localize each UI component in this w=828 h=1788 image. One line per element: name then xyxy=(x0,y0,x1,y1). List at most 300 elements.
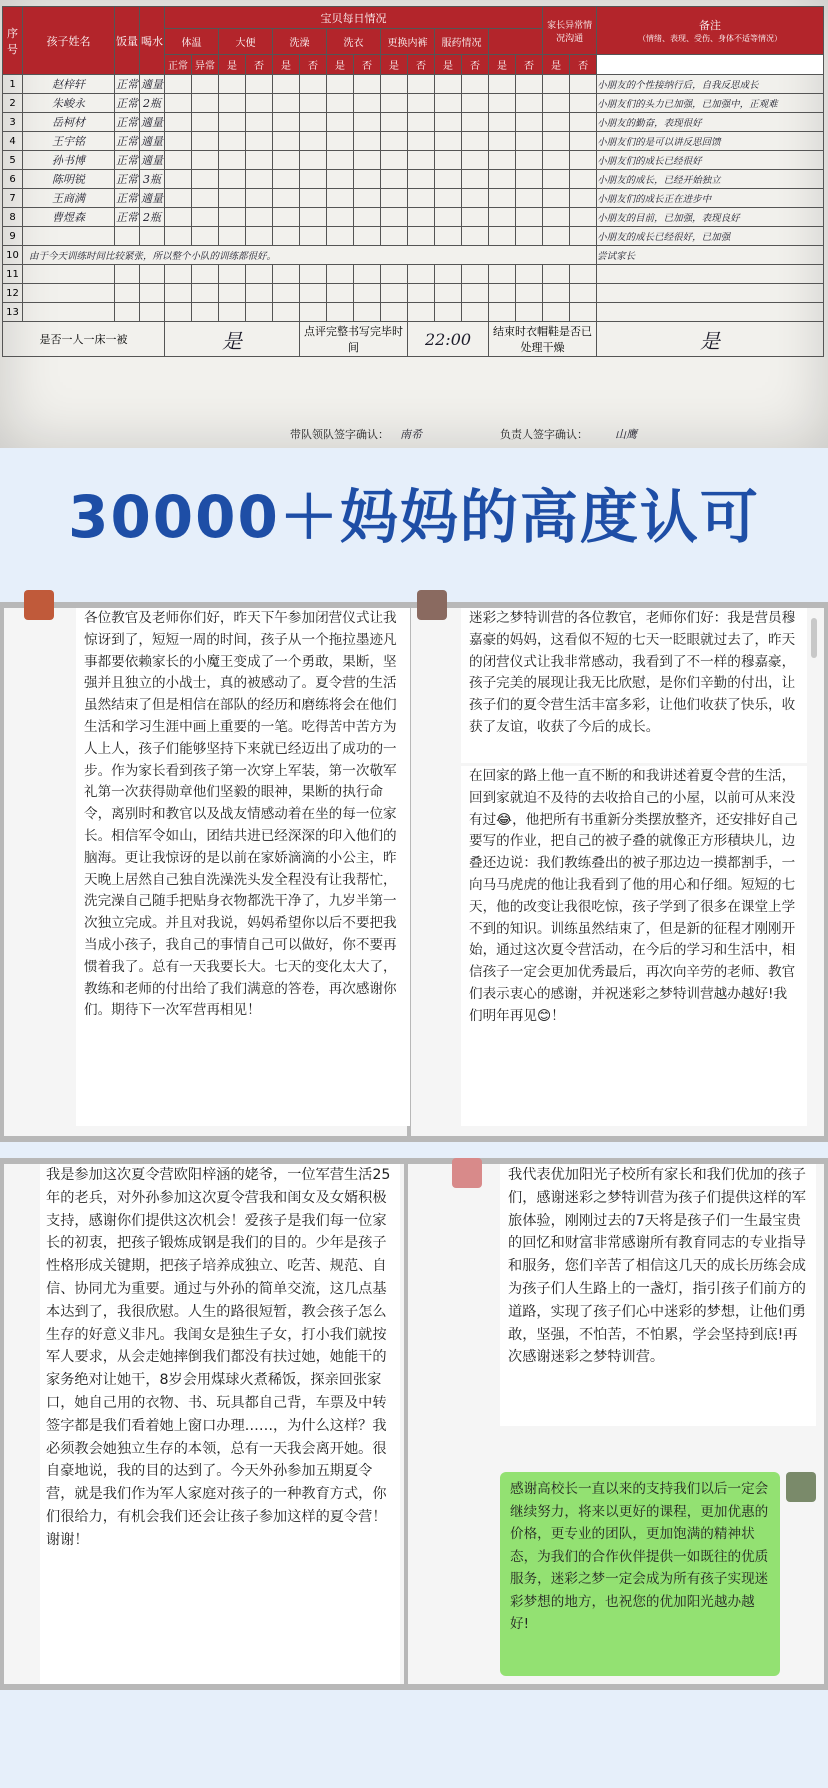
check-cell xyxy=(273,303,300,322)
check-cell xyxy=(408,284,435,303)
check-cell xyxy=(408,227,435,246)
row-remark xyxy=(597,303,824,322)
check-cell xyxy=(165,303,192,322)
check-cell xyxy=(354,151,381,170)
leader-sign-label: 带队领队签字确认： xyxy=(290,428,389,441)
col-parent: 家长异常情况沟通 xyxy=(543,7,597,55)
col-daily: 宝贝每日情况 xyxy=(165,7,543,29)
form-row xyxy=(3,303,824,322)
row-remark xyxy=(597,265,824,284)
check-cell xyxy=(300,265,327,284)
check-cell xyxy=(165,75,192,94)
child-name: 曹煜森 xyxy=(23,208,115,227)
daily-form-table xyxy=(2,6,824,357)
check-cell xyxy=(570,303,597,322)
sub-abnormal: 异常 xyxy=(192,55,219,75)
check-cell xyxy=(192,132,219,151)
form-row xyxy=(3,265,824,284)
check-cell xyxy=(219,113,246,132)
message-text: 在回家的路上他一直不断的和我讲述着夏令营的生活，回到家就迫不及待的去收拾自己的小屋，以前可从来没有过😂，他把所有书重新分类摆放整齐，还安排好自己要写的作业，把自己的被子叠的就像正方形積块儿，边叠还边说：我们教练叠出的被子那边边一摸都割手，一向马马虎虎的他让我看到了他的用心和仔细。短短的七天，他的改变让我很吃惊，孩子学到了很多在课堂上学不到的知识。训练虽然结束了，但是新的征程才刚刚开始，通过这次夏令营活动，在今后的学习和生活中，相信孩子一定会更加优秀最后，再次向辛劳的老师、教官们表示衷心的感谢，并祝迷彩之梦特训营越办越好!我们明年再见😊！ xyxy=(461,766,807,1126)
check-cell xyxy=(408,113,435,132)
check-cell xyxy=(516,303,543,322)
check-cell xyxy=(300,113,327,132)
check-cell xyxy=(273,75,300,94)
reply-bubble xyxy=(500,1472,780,1676)
check-cell xyxy=(327,284,354,303)
check-cell xyxy=(381,265,408,284)
check-cell xyxy=(381,151,408,170)
row-remark: 小朋友们的成长正在进步中 xyxy=(597,189,824,208)
meal-value: 正常 xyxy=(115,113,140,132)
check-cell xyxy=(192,170,219,189)
form-row xyxy=(3,170,824,189)
check-cell xyxy=(516,227,543,246)
check-cell xyxy=(489,170,516,189)
check-cell xyxy=(516,170,543,189)
check-cell xyxy=(543,303,570,322)
check-cell xyxy=(516,189,543,208)
remark-title: 备注 xyxy=(699,19,722,32)
message-text: 迷彩之梦特训营的各位教官，老师你们好：我是营员穆嘉豪的妈妈，这看似不短的七天一眨眼就过去了，昨天的闭营仪式让我非常感动，我看到了不一样的穆嘉豪，孩子完美的展现让我无比欣慰，是你们辛勤的付出，让孩子们的夏令营生活丰富多彩，让他们收获了快乐，收获了友谊，收获了今后的成长。 xyxy=(461,608,807,763)
check-cell xyxy=(516,265,543,284)
row-remark: 小朋友的成长，已经开始独立 xyxy=(597,170,824,189)
child-name: 孙书博 xyxy=(23,151,115,170)
chat-left-1 xyxy=(4,608,407,1136)
col-laundry: 洗衣 xyxy=(327,29,381,55)
owner-sign-label: 负责人签字确认： xyxy=(500,428,588,441)
check-cell xyxy=(192,189,219,208)
row-number: 5 xyxy=(3,151,23,170)
check-cell xyxy=(327,170,354,189)
check-cell xyxy=(192,208,219,227)
water-value xyxy=(140,284,165,303)
sub-yes: 是 xyxy=(435,55,462,75)
check-cell xyxy=(435,227,462,246)
child-name xyxy=(23,303,115,322)
check-cell xyxy=(300,284,327,303)
check-cell xyxy=(543,284,570,303)
check-cell xyxy=(462,170,489,189)
check-cell xyxy=(462,284,489,303)
check-cell xyxy=(192,151,219,170)
meal-value: 正常 xyxy=(115,75,140,94)
row-remark xyxy=(597,284,824,303)
check-cell xyxy=(273,265,300,284)
check-cell xyxy=(543,189,570,208)
check-cell xyxy=(381,75,408,94)
check-cell xyxy=(165,94,192,113)
check-cell xyxy=(354,113,381,132)
check-cell xyxy=(354,303,381,322)
sub-no: 否 xyxy=(354,55,381,75)
check-cell xyxy=(543,75,570,94)
check-cell xyxy=(354,227,381,246)
row-remark: 小朋友们的成长已经很好 xyxy=(597,151,824,170)
rollcall-question: 点评完整书写完毕时间 xyxy=(300,322,408,357)
row-number: 2 xyxy=(3,94,23,113)
form-row xyxy=(3,132,824,151)
check-cell xyxy=(462,265,489,284)
check-cell xyxy=(543,151,570,170)
check-cell xyxy=(327,265,354,284)
reply-text: 感谢高校长一直以来的支持我们以后一定会继续努力，将来以更好的课程，更加优惠的价格，更专业的团队，更加饱满的精神状态，为我们的合作伙伴提供一如既往的优质服务，迷彩之梦一定会成为所有孩子实现迷彩梦想的地方，也祝您的优加阳光越办越好! xyxy=(510,1481,769,1632)
sub-no: 否 xyxy=(462,55,489,75)
water-value xyxy=(140,265,165,284)
meal-value xyxy=(115,303,140,322)
check-cell xyxy=(435,94,462,113)
water-value: 2瓶 xyxy=(140,208,165,227)
row-number: 6 xyxy=(3,170,23,189)
col-underwear: 更换内裤 xyxy=(381,29,435,55)
check-cell xyxy=(489,132,516,151)
col-remark xyxy=(597,7,824,55)
check-cell xyxy=(327,94,354,113)
avatar xyxy=(452,1158,482,1188)
check-cell xyxy=(489,284,516,303)
form-photo xyxy=(0,0,828,448)
check-cell xyxy=(381,113,408,132)
check-cell xyxy=(489,189,516,208)
check-cell xyxy=(165,284,192,303)
check-cell xyxy=(192,227,219,246)
water-value: 適量 xyxy=(140,189,165,208)
check-cell xyxy=(219,189,246,208)
check-cell xyxy=(246,132,273,151)
child-name: 陈明锐 xyxy=(23,170,115,189)
check-cell xyxy=(273,113,300,132)
check-cell xyxy=(300,303,327,322)
check-cell xyxy=(408,189,435,208)
row-number: 13 xyxy=(3,303,23,322)
check-cell xyxy=(408,170,435,189)
message-text: 我是参加这次夏令营欧阳梓涵的姥爷，一位军营生活25年的老兵，对外孙参加这次夏令营我和闺女及女婿积极支持，感谢你们提供这次机会！爱孩子是我们每一位家长的初衷，把孩子锻炼成钢是我们的目的。少年是孩子性格形成关键期，把孩子培养成独立、吃苦、规范、自信、协同尤为重要。通过与外孙的简单交流，这几点基本达到了，我很欣慰。人生的路很短暂，教会孩子怎么生存的好意义非凡。我闺女是独生子女，打小我们就按军人要求，从会走她摔倒我们都没有扶过她，她能干的家务绝对让她干，8岁会用煤球火煮稀饭，探亲回张家口，她自己用的衣物、书、玩具都自己背，车票及中转签字都是我们看着她上窗口办理……，为什么这样？我必须教会她独立生存的本领，总有一天我会离开她。很自豪地说，我的目的达到了。今天外孙参加五期夏令营，就是我们作为军人家庭对孩子的一种教育方式，你们很给力，有机会我们还会让孩子参加这样的夏令营！谢谢！ xyxy=(40,1164,400,1684)
check-cell xyxy=(570,151,597,170)
check-cell xyxy=(381,170,408,189)
meal-value xyxy=(115,265,140,284)
check-cell xyxy=(165,265,192,284)
owner-signature: 山鹰 xyxy=(615,428,637,441)
check-cell xyxy=(435,75,462,94)
sub-yes: 是 xyxy=(381,55,408,75)
check-cell xyxy=(273,170,300,189)
check-cell xyxy=(300,75,327,94)
sub-no: 否 xyxy=(516,55,543,75)
check-cell xyxy=(516,151,543,170)
row-number: 4 xyxy=(3,132,23,151)
check-cell xyxy=(246,265,273,284)
child-name xyxy=(23,227,115,246)
check-cell xyxy=(462,151,489,170)
bed-answer: 是 xyxy=(165,322,300,357)
message-text: 各位教官及老师你们好，昨天下午参加闭营仪式让我惊讶到了，短短一周的时间，孩子从一个拖拉墨迹凡事都要依赖家长的小魔王变成了一个勇敢，果断，坚强并且独立的小战士，真的被感动了。夏令营的生活虽然结束了但是相信在部队的经历和磨练将会在他们生活和学习生涯中画上重要的一笔。吃得苦中苦方为人上人，孩子们能够坚持下来就已经迈出了成功的一步。作为家长看到孩子第一次穿上军装，第一次敬军礼第一次获得勋章他们坚毅的眼神，果断的执行命令，离别时和教官以及战友情感动着在坐的每一位家长。相信军令如山，团结共进已经深深的印入他们的脑海。更让我惊讶的是以前在家娇滴滴的小公主，昨天晚上居然自己独自洗澡洗头发全程没有让我帮忙，洗完澡自己随手把贴身衣物都洗干净了，九岁半第一次独立完成。并且对我说，妈妈希望你以后不要把我当成小孩子，我自己的事情自己可以做好，你不要再惯着我了。总有一天我要长大。七天的变化太大了，教练和老师的付出给了我们满意的答卷，再次感谢你们。期待下一次军营再相见！ xyxy=(76,608,410,1126)
check-cell xyxy=(219,208,246,227)
signature-row xyxy=(0,418,828,448)
check-cell xyxy=(219,94,246,113)
page-title: 30000＋妈妈的高度认可 xyxy=(68,483,760,551)
check-cell xyxy=(327,208,354,227)
check-cell xyxy=(516,208,543,227)
check-cell xyxy=(246,303,273,322)
chat-left-2 xyxy=(4,1164,404,1684)
check-cell xyxy=(246,189,273,208)
check-cell xyxy=(408,265,435,284)
check-cell xyxy=(543,265,570,284)
check-cell xyxy=(570,75,597,94)
check-cell xyxy=(246,227,273,246)
row-remark: 小朋友的勤奋，表现很好 xyxy=(597,113,824,132)
check-cell xyxy=(327,189,354,208)
col-bath: 洗澡 xyxy=(273,29,327,55)
avatar xyxy=(786,1472,816,1502)
check-cell xyxy=(354,170,381,189)
check-cell xyxy=(327,151,354,170)
check-cell xyxy=(354,284,381,303)
message-text: 我代表优加阳光子校所有家长和我们优加的孩子们，感谢迷彩之梦特训营为孩子们提供这样的军旅体验，刚刚过去的7天将是孩子们一生最宝贵的回忆和财富非常感谢所有教育同志的专业指导和服务，您们辛苦了相信这几天的成长历练会成为孩子们人生路上的一盏灯，指引孩子们前方的道路，实现了孩子们心中迷彩的梦想，让他们勇敢，坚强，不怕苦，不怕累，学会坚持到底!再次感谢迷彩之梦特训营。 xyxy=(500,1164,816,1426)
check-cell xyxy=(219,170,246,189)
remark-sub: （情绪、表现、受伤、身体不适等情况） xyxy=(638,34,783,43)
testimonial-screenshot-1 xyxy=(0,602,828,1142)
water-value: 適量 xyxy=(140,75,165,94)
check-cell xyxy=(300,170,327,189)
check-cell xyxy=(435,208,462,227)
sub-yes: 是 xyxy=(273,55,300,75)
check-cell xyxy=(462,113,489,132)
check-cell xyxy=(273,208,300,227)
row-comment: 由于今天训练时间比较紧张，所以整个小队的训练都很好。 xyxy=(23,246,597,265)
col-temp: 体温 xyxy=(165,29,219,55)
scrollbar[interactable] xyxy=(811,618,817,658)
check-cell xyxy=(543,227,570,246)
meal-value xyxy=(115,227,140,246)
check-cell xyxy=(300,94,327,113)
form-row xyxy=(3,94,824,113)
check-cell xyxy=(165,227,192,246)
check-cell xyxy=(273,284,300,303)
check-cell xyxy=(273,227,300,246)
check-cell xyxy=(570,170,597,189)
form-row xyxy=(3,227,824,246)
check-cell xyxy=(354,208,381,227)
form-row xyxy=(3,284,824,303)
sub-yes: 是 xyxy=(543,55,570,75)
check-cell xyxy=(192,75,219,94)
check-cell xyxy=(435,132,462,151)
bed-question: 是否一人一床一被 xyxy=(3,322,165,357)
check-cell xyxy=(165,189,192,208)
check-cell xyxy=(192,303,219,322)
check-cell xyxy=(354,189,381,208)
check-cell xyxy=(246,113,273,132)
row-number: 7 xyxy=(3,189,23,208)
check-cell xyxy=(408,303,435,322)
check-cell xyxy=(219,75,246,94)
water-value xyxy=(140,227,165,246)
check-cell xyxy=(462,75,489,94)
col-medicine: 服药情况 xyxy=(435,29,489,55)
col-water: 喝水 xyxy=(140,7,165,75)
water-value: 適量 xyxy=(140,132,165,151)
check-cell xyxy=(489,94,516,113)
form-sheet xyxy=(0,0,828,448)
check-cell xyxy=(165,170,192,189)
check-cell xyxy=(408,132,435,151)
water-value: 2瓶 xyxy=(140,94,165,113)
child-name: 王宇铭 xyxy=(23,132,115,151)
check-cell xyxy=(381,132,408,151)
check-cell xyxy=(192,113,219,132)
row-remark: 小朋友的成长已经很好，已加强 xyxy=(597,227,824,246)
water-value: 3瓶 xyxy=(140,170,165,189)
check-cell xyxy=(273,189,300,208)
check-cell xyxy=(273,132,300,151)
check-cell xyxy=(462,132,489,151)
row-number: 10 xyxy=(3,246,23,265)
water-value: 適量 xyxy=(140,113,165,132)
check-cell xyxy=(354,132,381,151)
child-name xyxy=(23,265,115,284)
check-cell xyxy=(327,303,354,322)
rollcall-answer: 22:00 xyxy=(408,322,489,357)
check-cell xyxy=(165,113,192,132)
check-cell xyxy=(381,94,408,113)
check-cell xyxy=(381,208,408,227)
dry-answer: 是 xyxy=(597,322,824,357)
check-cell xyxy=(516,132,543,151)
check-cell xyxy=(489,303,516,322)
col-stool: 大便 xyxy=(219,29,273,55)
check-cell xyxy=(570,284,597,303)
check-cell xyxy=(273,151,300,170)
check-cell xyxy=(570,94,597,113)
check-cell xyxy=(300,151,327,170)
row-number: 9 xyxy=(3,227,23,246)
check-cell xyxy=(192,94,219,113)
check-cell xyxy=(219,151,246,170)
check-cell xyxy=(489,151,516,170)
check-cell xyxy=(408,151,435,170)
check-cell xyxy=(570,132,597,151)
check-cell xyxy=(489,227,516,246)
check-cell xyxy=(435,284,462,303)
row-number: 11 xyxy=(3,265,23,284)
check-cell xyxy=(489,208,516,227)
check-cell xyxy=(516,75,543,94)
check-cell xyxy=(570,265,597,284)
form-row xyxy=(3,208,824,227)
check-cell xyxy=(165,208,192,227)
col-name: 孩子姓名 xyxy=(23,7,115,75)
check-cell xyxy=(543,113,570,132)
check-cell xyxy=(192,265,219,284)
check-cell xyxy=(435,113,462,132)
chat-right-1 xyxy=(411,608,824,1136)
check-cell xyxy=(408,75,435,94)
check-cell xyxy=(354,75,381,94)
check-cell xyxy=(300,189,327,208)
check-cell xyxy=(300,208,327,227)
check-cell xyxy=(570,113,597,132)
dry-question: 结束时衣帽鞋是否已处理干燥 xyxy=(489,322,597,357)
row-remark: 小朋友们的头力已加强，已加强中，正观难 xyxy=(597,94,824,113)
meal-value: 正常 xyxy=(115,189,140,208)
sub-normal: 正常 xyxy=(165,55,192,75)
check-cell xyxy=(246,75,273,94)
check-cell xyxy=(516,284,543,303)
col-daily-extra xyxy=(489,29,543,55)
meal-value xyxy=(115,284,140,303)
sub-no: 否 xyxy=(246,55,273,75)
check-cell xyxy=(219,132,246,151)
check-cell xyxy=(354,265,381,284)
row-remark: 小朋友的目前，已加强，表现良好 xyxy=(597,208,824,227)
meal-value: 正常 xyxy=(115,170,140,189)
water-value xyxy=(140,303,165,322)
check-cell xyxy=(408,94,435,113)
check-cell xyxy=(462,303,489,322)
check-cell xyxy=(462,227,489,246)
form-row xyxy=(3,151,824,170)
form-row xyxy=(3,75,824,94)
check-cell xyxy=(246,94,273,113)
check-cell xyxy=(462,94,489,113)
check-cell xyxy=(300,132,327,151)
sub-yes: 是 xyxy=(219,55,246,75)
check-cell xyxy=(543,170,570,189)
col-seq: 序号 xyxy=(3,7,23,75)
check-cell xyxy=(543,94,570,113)
col-meal: 饭量 xyxy=(115,7,140,75)
check-cell xyxy=(246,151,273,170)
row-number: 3 xyxy=(3,113,23,132)
check-cell xyxy=(327,227,354,246)
check-cell xyxy=(381,189,408,208)
form-row xyxy=(3,246,824,265)
leader-signature: 南希 xyxy=(400,428,422,441)
check-cell xyxy=(165,132,192,151)
check-cell xyxy=(381,284,408,303)
sub-no: 否 xyxy=(570,55,597,75)
check-cell xyxy=(219,227,246,246)
child-name: 朱峻永 xyxy=(23,94,115,113)
check-cell xyxy=(246,284,273,303)
check-cell xyxy=(192,284,219,303)
row-number: 8 xyxy=(3,208,23,227)
check-cell xyxy=(435,151,462,170)
check-cell xyxy=(327,113,354,132)
check-cell xyxy=(570,189,597,208)
check-cell xyxy=(570,208,597,227)
check-cell xyxy=(327,132,354,151)
check-cell xyxy=(435,265,462,284)
check-cell xyxy=(435,303,462,322)
check-cell xyxy=(327,75,354,94)
row-remark: 小朋友们的是可以讲反思回馈 xyxy=(597,132,824,151)
child-name xyxy=(23,284,115,303)
sub-yes: 是 xyxy=(489,55,516,75)
check-cell xyxy=(246,170,273,189)
check-cell xyxy=(408,208,435,227)
child-name: 王商满 xyxy=(23,189,115,208)
check-cell xyxy=(381,227,408,246)
testimonial-screenshot-2 xyxy=(0,1158,828,1690)
check-cell xyxy=(543,132,570,151)
check-cell xyxy=(219,265,246,284)
sub-no: 否 xyxy=(408,55,435,75)
check-cell xyxy=(543,208,570,227)
check-cell xyxy=(219,284,246,303)
water-value: 適量 xyxy=(140,151,165,170)
avatar xyxy=(24,590,54,620)
